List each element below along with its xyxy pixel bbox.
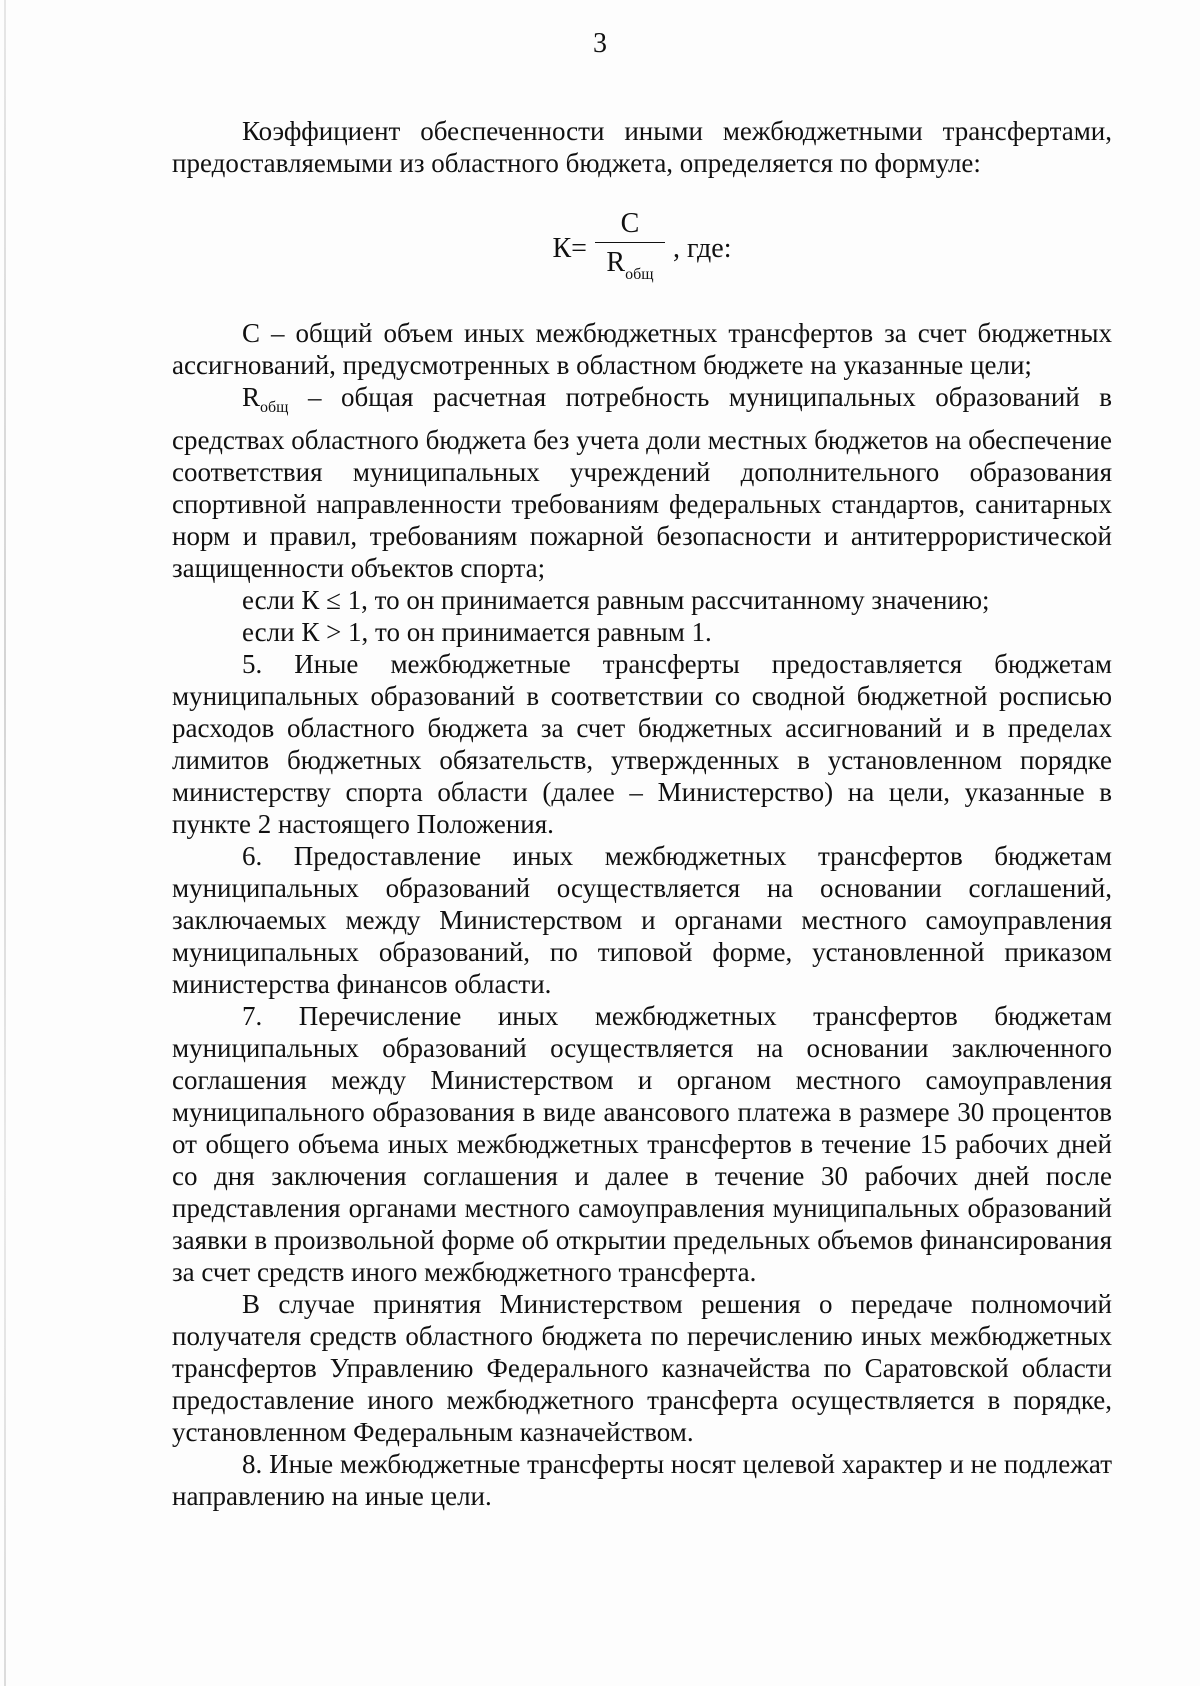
paragraph-item-7: 7. Перечисление иных межбюджетных трансфертов бюджетам муниципальных образований осуществляется на основании заключенного соглашения между Министерством и органом местного самоуправления муниципального образования в виде авансового платежа в размере 30 процентов от общего объема иных межбюджетных трансфертов в течение 15 рабочих дней со дня заключения соглашения и далее в течение 30 рабочих дней после представления органами местного самоуправления муниципальных образований заявки в произвольной форме об открытии предельных объемов финансирования за счет средств иного межбюджетного трансферта.	[172, 1001, 1112, 1287]
paragraph-definition-r	[172, 381, 1112, 584]
coefficient-formula	[172, 199, 1112, 299]
definition-r-text: – общая расчетная потребность муниципальных образований в средствах областного бюджета без учета доли местных бюджетов на обеспечение соответствия муниципальных учреждений дополнительного образования спортивной направленности требованиям федеральных стандартов, санитарных норм и правил, требованиям пожарной безопасности и антитеррористической защищенности объектов спорта;	[172, 382, 1112, 583]
formula-numerator: С	[595, 208, 665, 243]
formula-fraction	[595, 208, 665, 291]
definition-r-subscript: общ	[260, 399, 289, 416]
formula-denominator	[606, 243, 653, 291]
paragraph-condition-gt: если К > 1, то он принимается равным 1.	[242, 617, 712, 647]
formula-denominator-subscript: общ	[625, 265, 654, 283]
formula-lhs: К=	[552, 233, 587, 264]
scan-edge-shadow	[4, 0, 6, 1686]
document-body	[172, 115, 1112, 1512]
formula-denominator-symbol: R	[606, 246, 626, 278]
paragraph-item-6: 6. Предоставление иных межбюджетных трансфертов бюджетам муниципальных образований осуществляется на основании соглашений, заключаемых между Министерством и органами местного самоуправления муниципальных образований, по типовой форме, установленной приказом министерства финансов области.	[172, 841, 1112, 999]
formula-suffix: , где:	[672, 233, 732, 264]
paragraph-item-7-extra: В случае принятия Министерством решения о передаче полномочий получателя средств областного бюджета по перечислению иных межбюджетных трансфертов Управлению Федерального казначейства по Саратовской области предоставление иного межбюджетного трансферта осуществляется в порядке, установленном Федеральным казначейством.	[172, 1289, 1112, 1447]
paragraph-intro: Коэффициент обеспеченности иными межбюджетными трансфертами, предоставляемыми из областного бюджета, определяется по формуле:	[172, 116, 1112, 178]
paragraph-item-8: 8. Иные межбюджетные трансферты носят целевой характер и не подлежат направлению на иные цели.	[172, 1449, 1112, 1511]
paragraph-item-5: 5. Иные межбюджетные трансферты предоставляется бюджетам муниципальных образований в соответствии со сводной бюджетной росписью расходов областного бюджета за счет бюджетных ассигнований и в пределах лимитов бюджетных обязательств, утвержденных в установленном порядке министерству спорта области (далее – Министерство) на цели, указанные в пункте 2 настоящего Положения.	[172, 649, 1112, 839]
page-number: 3	[593, 28, 607, 59]
definition-r-symbol: R	[242, 382, 261, 412]
paragraph-condition-le: если К ≤ 1, то он принимается равным рассчитанному значению;	[242, 585, 990, 615]
paragraph-definition-c: С – общий объем иных межбюджетных трансфертов за счет бюджетных ассигнований, предусмотренных в областном бюджете на указанные цели;	[172, 318, 1112, 380]
